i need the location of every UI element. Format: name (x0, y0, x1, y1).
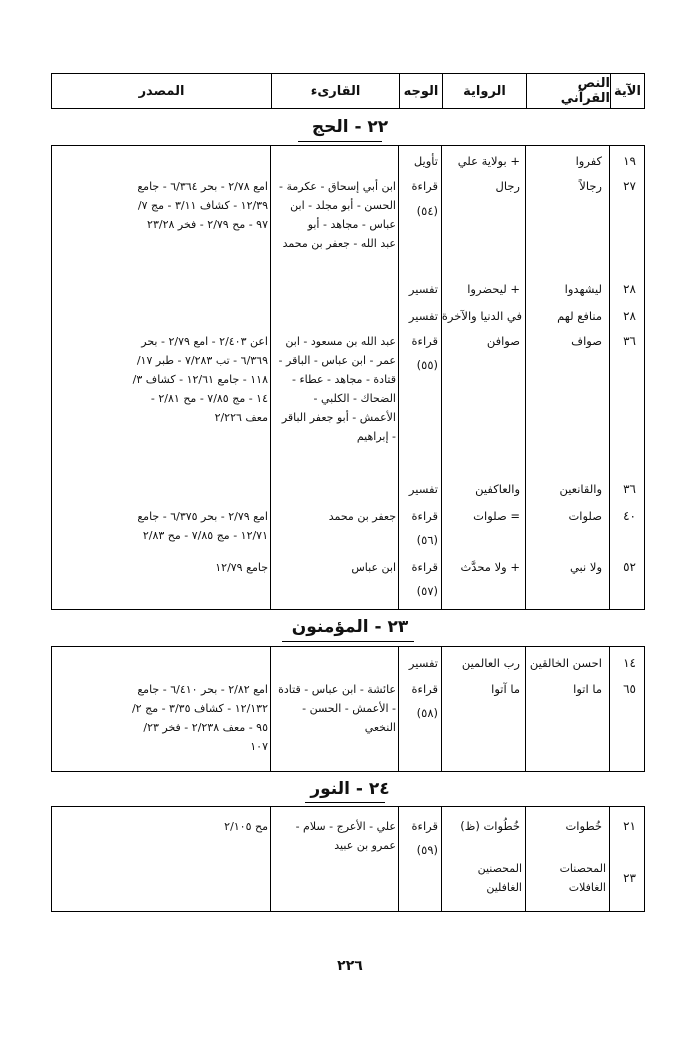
verse-number: ٢٧ (623, 179, 636, 193)
section-title-muminun: ٢٣ - المؤمنون (291, 617, 409, 637)
aspect-ref: (٥٥) (416, 358, 438, 372)
section-table-nur (51, 806, 645, 912)
aspect-ref: (٥٦) (416, 533, 438, 547)
reader-cell: عبد الله بن مسعود - ابن عمر - ابن عباس - الباقر - قتادة - مجاهد - عطاء - الضحاك - الكلبي - الأعمش - أبو جعفر الباقر - إبراهيم (278, 335, 396, 443)
aspect: تفسير (408, 482, 438, 496)
aspect-ref: (٥٧) (416, 584, 438, 598)
quranic-text: ما اتوا (573, 682, 602, 696)
reader-cell: ابن أبي إسحاق - عكرمة - الحسن - أبو مجلد - ابن عباس - مجاهد - أبو عبد الله - جعفر بن محمد (279, 180, 396, 250)
narration: خُطُوات (ظ) (460, 819, 520, 833)
verse-number: ١٩ (623, 154, 636, 168)
aspect-ref: (٥٩) (416, 843, 438, 857)
section-title-underline (305, 802, 385, 803)
quranic-text: منافع لهم (557, 309, 602, 323)
source-cell: امع ٢/٧٨ - بحر ٦/٣٦٤ - جامع ١٢/٣٩ - كشاف ٣/١١ - مج ٧/ ٩٧ - مح ٢/٧٩ - فخر ٢٣/٢٨ (137, 180, 268, 231)
section-table-hajj (51, 145, 645, 610)
aspect: قراءة (411, 682, 438, 696)
source-cell: اعن ٢/٤٠٣ - امع ٢/٧٩ - بحر ٦/٣٦٩ - تب ٧/٢٨٣ - طبر ١٧/ ١١٨ - جامع ١٢/٦١ - كشاف ٣/ ١٤ - مج ٧/٨٥ - مح ٢/٨١ - معف ٢/٢٢٦ (132, 335, 268, 424)
section-title-underline (298, 141, 382, 142)
aspect: قراءة (411, 334, 438, 348)
quranic-text: صلوات (568, 509, 602, 523)
narration: صوافن (486, 334, 520, 348)
section-table-muminun (51, 646, 645, 772)
verse-number: ٢١ (623, 819, 636, 833)
narration: رب العالمين (461, 656, 520, 670)
narration: المحصنين الغافلين (477, 862, 522, 894)
section-title-hajj: ٢٢ - الحج (311, 117, 389, 137)
column-header-row (51, 73, 645, 109)
quranic-text: والقانعين (559, 482, 602, 496)
narration: في الدنيا والآخرة (441, 309, 522, 323)
header-verse: الآية (610, 74, 644, 108)
header-narration: الرواية (442, 74, 526, 108)
narration: + ولا محدَّث (460, 560, 520, 574)
quranic-text: خُطوات (565, 819, 602, 833)
section-title-underline (282, 641, 414, 642)
aspect: تفسير (408, 656, 438, 670)
quranic-text: ولا نبي (569, 560, 602, 574)
verse-number: ٥٢ (623, 560, 636, 574)
aspect: تفسير (408, 282, 438, 296)
verse-number: ٦٥ (623, 682, 636, 696)
source-cell: امع ٢/٨٢ - بحر ٦/٤١٠ - جامع ١٢/١٣٢ - كشاف ٣/٣٥ - مج ٢/ ٩٥ - معف ٢/٢٣٨ - فخر ٢٣/ ١٠٧ (131, 683, 268, 753)
quranic-text: كفروا (575, 154, 602, 168)
reader-cell: عائشة - ابن عباس - قتادة - الأعمش - الحسن - النخعي (278, 683, 396, 734)
section-title-nur: ٢٤ - النور (310, 779, 390, 799)
verse-number: ٣٦ (623, 482, 636, 496)
aspect: قراءة (411, 179, 438, 193)
aspect: قراءة (411, 560, 438, 574)
verse-number: ٢٣ (623, 871, 636, 885)
aspect-ref: (٥٨) (416, 706, 438, 720)
reader-cell: علي - الأعرج - سلام - عمرو بن عبيد (295, 820, 396, 852)
header-aspect: الوجه (399, 74, 442, 108)
quranic-text: صواف (571, 334, 602, 348)
reader-cell: ابن عباس (351, 561, 396, 574)
verse-number: ٤٠ (623, 509, 636, 523)
quranic-text: احسن الخالقين (529, 656, 602, 670)
quranic-text: المحصنات الغافلات (559, 862, 606, 894)
verse-number: ٣٦ (623, 334, 636, 348)
header-source: المصدر (138, 83, 185, 99)
narration: رجال (495, 179, 520, 193)
source-cell: امع ٢/٧٩ - بحر ٦/٣٧٥ - جامع ١٢/٧١ - مج ٧/٨٥ - مح ٢/٨٣ (137, 510, 268, 542)
quranic-text: ليشهدوا (564, 282, 602, 296)
aspect: قراءة (411, 509, 438, 523)
header-reader: القارىء (271, 74, 399, 108)
verse-number: ٢٨ (623, 282, 636, 296)
source-cell: جامع ١٢/٧٩ (215, 561, 268, 574)
aspect-ref: (٥٤) (416, 204, 438, 218)
narration: والعاكفين (475, 482, 520, 496)
reader-cell: جعفر بن محمد (328, 510, 396, 523)
narration: + ليحضروا (467, 282, 520, 296)
narration: = صلوات (473, 509, 520, 523)
aspect: قراءة (411, 819, 438, 833)
verse-number: ١٤ (623, 656, 636, 670)
verse-number: ٢٨ (623, 309, 636, 323)
source-cell: مح ٢/١٠٥ (224, 820, 268, 833)
narration: + بولاية علي (457, 154, 520, 168)
aspect: تأويل (413, 154, 438, 168)
aspect: تفسير (408, 309, 438, 323)
narration: ما آتوا (491, 682, 520, 696)
quranic-text: رجالاً (579, 179, 602, 193)
header-quranic-text: النص القرآني (526, 74, 610, 108)
page-number: ٢٢٦ (337, 958, 363, 974)
